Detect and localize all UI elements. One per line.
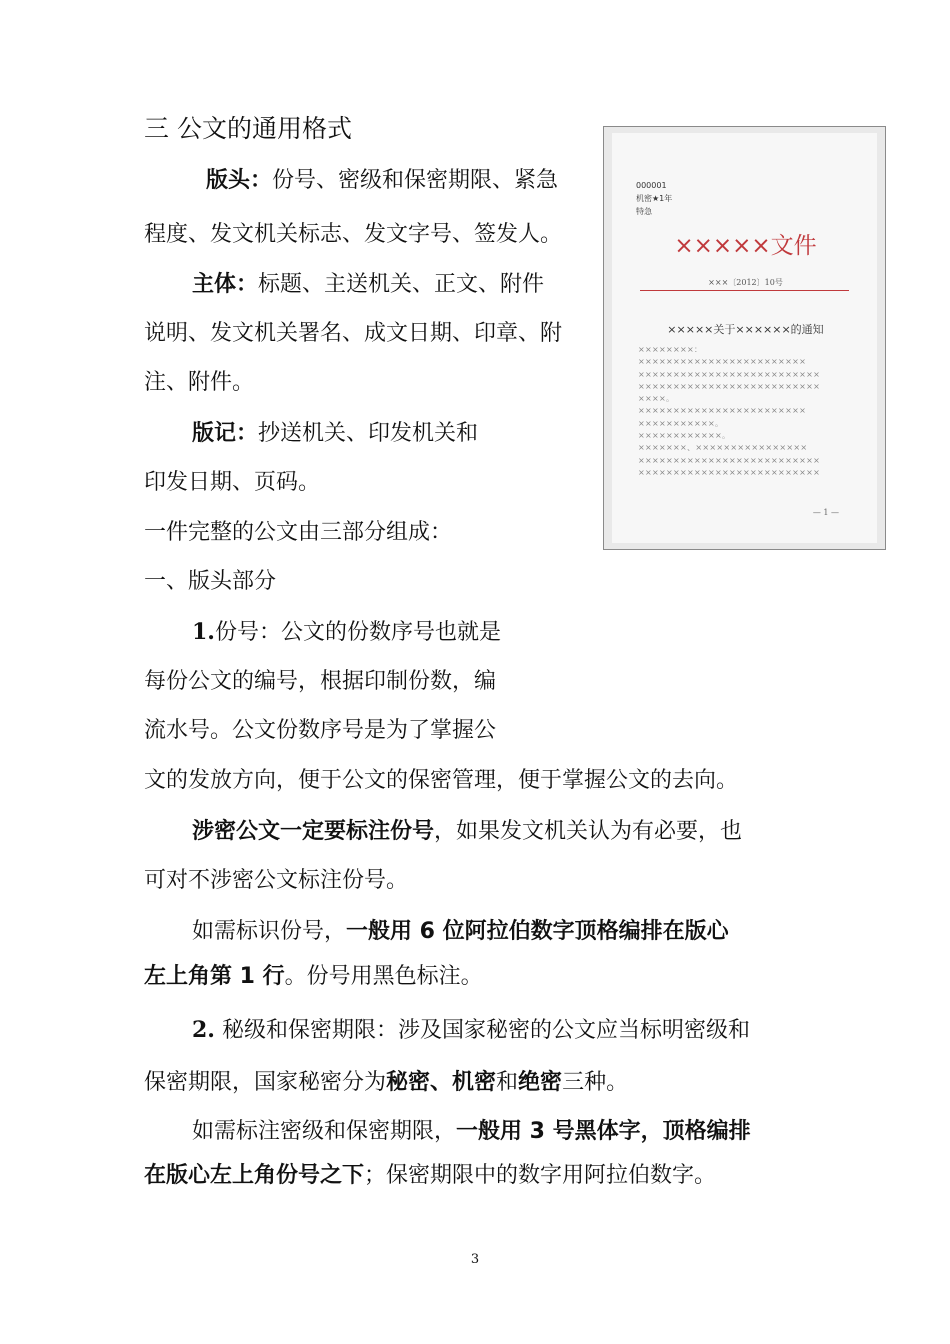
paragraph-line [144, 962, 483, 992]
emphasis: 秘密、机密 [386, 1070, 497, 1095]
thumb-doc-no: ×××〔2012〕10号 [708, 278, 783, 287]
text: ，如果发文机关认为有必要，也 [434, 819, 743, 844]
paragraph-line: 印发日期、页码。 [144, 470, 321, 495]
thumb-body-row: ×××××××××××××××××××××××××× [638, 455, 821, 465]
label-zhuti: 主体： [192, 272, 259, 297]
item-number: 2. [192, 1017, 215, 1043]
text: 如需标注密级和保密期限， [192, 1119, 457, 1144]
text: 抄送机关、印发机关和 [258, 421, 479, 446]
thumb-body-row: ××××××××： [638, 345, 703, 354]
thumb-body-row: ××××。 [638, 394, 675, 404]
thumb-body-row: ×××××××××××××××××××××××× [638, 406, 807, 416]
thumb-body-row: ×××××××××××。 [638, 418, 724, 428]
sample-document-thumbnail [603, 126, 886, 550]
paragraph-line [144, 1161, 716, 1191]
thumb-body-row: ×××××××××××××××××××××××××× [638, 369, 821, 379]
paragraph-banton [206, 166, 558, 196]
text: 秘级和保密期限：涉及国家秘密的公文应当标明密级和 [214, 1018, 750, 1043]
text: 三种。 [562, 1070, 629, 1095]
thumb-body-row: ×××××××××××××××××××××××××× [638, 381, 821, 391]
thumb-body-row: ×××××××、×××××××××××××××× [638, 443, 808, 453]
text: 。份号用黑色标注。 [284, 964, 483, 989]
thumb-subtitle: ×××××关于××××××的通知 [667, 323, 824, 336]
section-heading: 三 公文的通用格式 [144, 114, 352, 143]
thumb-secret: 机密★1年 [636, 194, 673, 203]
label-banton: 版头： [206, 168, 273, 193]
thumb-body-row: ×××××××××××××××××××××××××× [638, 467, 821, 477]
emphasis: 在版心左上角份号之下 [144, 1163, 365, 1188]
page-number: 3 [470, 1252, 480, 1267]
emphasis: 涉密公文一定要标注份号 [192, 819, 435, 844]
text: 保密期限，国家秘密分为 [144, 1070, 387, 1095]
paragraph-banji [192, 419, 478, 449]
thumb-page-mark: — 1 — [812, 508, 839, 517]
emphasis: 绝密 [518, 1070, 563, 1095]
paragraph-biaoshi [192, 917, 729, 947]
item-number: 1. [192, 619, 215, 645]
thumb-serial: 000001 [636, 181, 667, 190]
paragraph-shemi [192, 817, 742, 847]
paragraph-line: 每份公文的编号，根据印制份数，编 [144, 669, 497, 694]
thumb-body-row: ×××××××××××××××××××××××× [638, 357, 807, 367]
text: ；保密期限中的数字用阿拉伯数字。 [364, 1163, 717, 1188]
text: 标题、主送机关、正文、附件 [258, 272, 545, 297]
paragraph-line: 可对不涉密公文标注份号。 [144, 868, 409, 893]
paragraph-line: 程度、发文机关标志、发文字号、签发人。 [144, 222, 563, 247]
paragraph-line: 注、附件。 [144, 370, 255, 395]
paragraph-line: 文的发放方向，便于公文的保密管理，便于掌握公文的去向。 [144, 768, 739, 793]
thumb-title: ×××××文件 [674, 233, 817, 259]
label-banji: 版记： [192, 421, 259, 446]
thumb-body [638, 344, 852, 479]
paragraph-summary: 一件完整的公文由三部分组成： [144, 520, 453, 545]
thumb-body-row: ××××××××××××。 [638, 431, 731, 441]
paragraph-zhuti [192, 270, 544, 300]
emphasis: 左上角第 1 行 [144, 964, 285, 989]
paragraph-line: 流水号。公文份数序号是为了掌握公 [144, 718, 497, 743]
emphasis: 一般用 6 位阿拉伯数字顶格编排在版心 [346, 919, 729, 944]
text: 份号：公文的份数序号也就是 [214, 620, 501, 645]
thumb-red-rule [640, 290, 849, 291]
thumb-urgency: 特急 [636, 207, 652, 216]
emphasis: 一般用 3 号黑体字，顶格编排 [456, 1119, 751, 1144]
text: 如需标识份号， [192, 919, 347, 944]
text: 份号、密级和保密期限、紧急 [272, 168, 559, 193]
text: 和 [496, 1070, 519, 1095]
paragraph-line: 说明、发文机关署名、成文日期、印章、附 [144, 321, 563, 346]
paragraph-fenhao [192, 617, 501, 648]
paragraph-miji [192, 1015, 750, 1046]
paragraph-line [144, 1068, 628, 1098]
paragraph-biaozhu [192, 1117, 751, 1147]
part-one-heading: 一、版头部分 [144, 569, 277, 594]
